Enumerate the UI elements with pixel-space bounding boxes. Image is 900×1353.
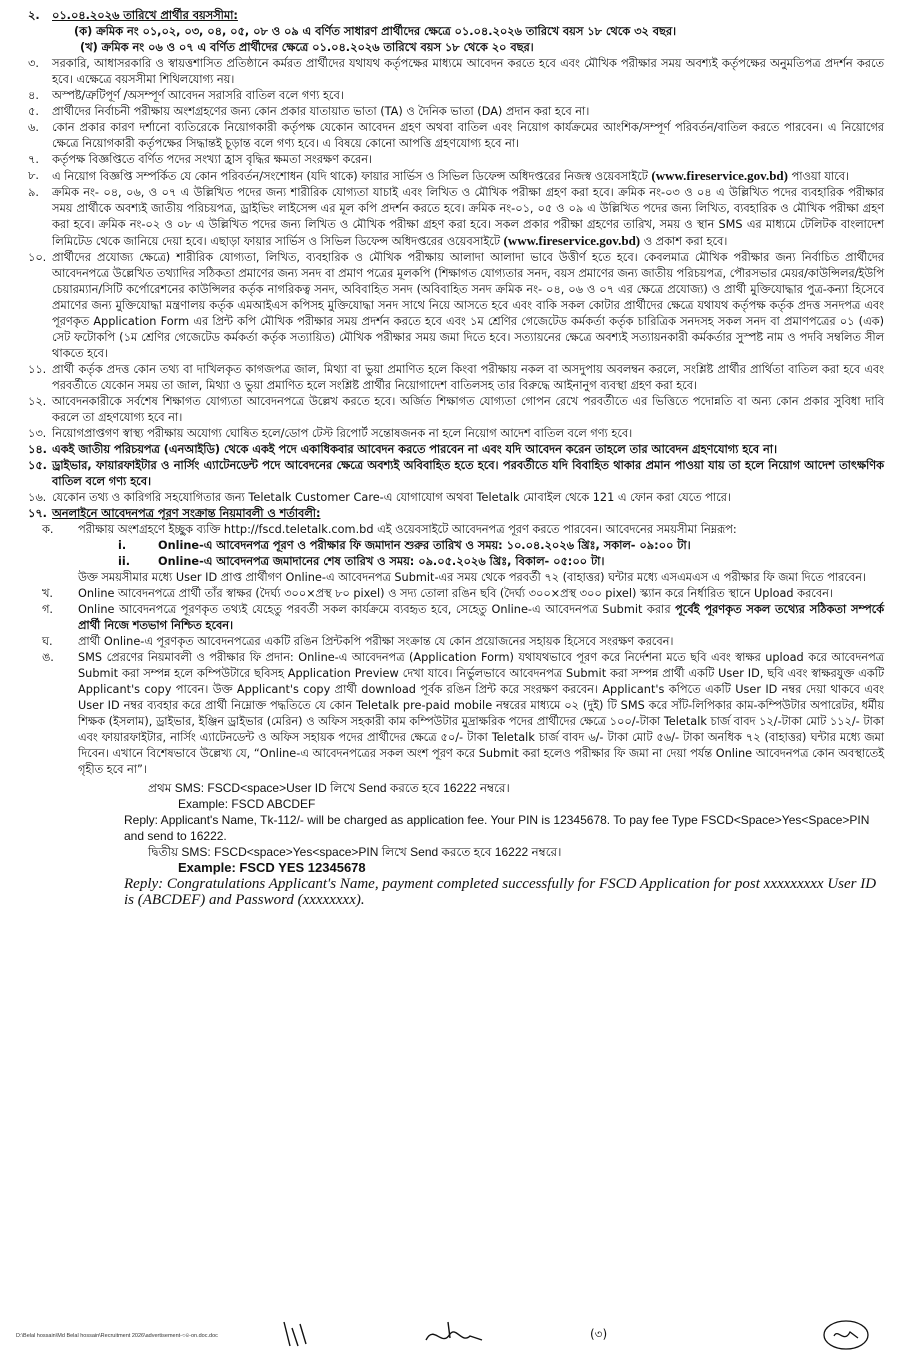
clause-number: ৬. bbox=[28, 121, 39, 134]
clause-14 bbox=[18, 442, 884, 458]
clause-text: নিয়োগপ্রাপ্তগণ স্বাস্থ্য পরীক্ষায় অযোগ্য ঘোষিত হলে/ডোপ টেস্ট রিপোর্ট সন্তোষজনক না হলে নিয়োগ আদেশ বাতিল বলে গণ্য হবে। bbox=[52, 427, 633, 440]
sub-key: খ. bbox=[42, 587, 54, 600]
clause-9-text: ক্রমিক নং- ০৪, ০৬, ও ০৭ এ উল্লিখিত পদের জন্য শারীরিক যোগ্যতা যাচাই এবং লিখিত ও মৌখিক পরীক্ষা গ্রহণ করা হবে। ক্রমিক নং-০৩ ও ০৪ এ উল্লিখিত পদের ব্যবহারিক পরীক্ষার সময় প্রার্থীকে অবশ্যই জাতীয় পরিচয়পত্র, ড্রাইভিং লাইসেন্স এর মূল কপি প্রদর্শন করতে হবে। ক্রমিক নং-০১, ০৫ ও ০৯ এ উল্লিখিত পদের জন্য লিখিত, ব্যবহারিক ও মৌখিক পরীক্ষা গ্রহণ করা হবে। ক্রমিক নং-০২ ও ০৮ এ উল্লিখিত পদের জন্য লিখিত ও মৌখিক পরীক্ষা গ্রহণ করা হবে। সকল প্রকার পরীক্ষা গ্রহণের তারিখ, সময় ও স্থান SMS এর মাধ্যমে টেলিটক বাংলাদেশ লিমিটেড থেকে জানিয়ে দেয়া হবে। এছাড়া ফায়ার সার্ভিস ও সিভিল ডিফেন্স অধিদপ্তরের ওয়েবসাইটে bbox=[52, 186, 884, 248]
sub-text: Online-এ আবেদনপত্র জমাদানের শেষ তারিখ ও সময়: ০৯.০৫.২০২৬ খ্রিঃ, বিকাল- ০৫:০০ টা। bbox=[158, 555, 605, 568]
clause-text: আবেদনকারীকে সর্বশেষ শিক্ষাগত যোগ্যতা আবেদনপত্রে উল্লেখ করতে হবে। অর্জিত শিক্ষাগত যোগ্যতা গোপন রেখে পরবর্তীতে এর ভিত্তিতে পদোন্নতি বা অন্য কোন প্রকার সুবিধা দাবি করলে তা গ্রহণযোগ্য হবে না। bbox=[52, 395, 884, 424]
sub-key: ক. bbox=[42, 523, 54, 536]
clause-number: ১৫. bbox=[28, 459, 47, 472]
clause-text bbox=[52, 185, 884, 250]
clause-heading: অনলাইনে আবেদনপত্র পূরণ সংক্রান্ত নিয়মাবলী ও শর্তাবলী: bbox=[52, 507, 321, 520]
clause-number: ১৩. bbox=[28, 427, 47, 440]
clause-number: ৮. bbox=[28, 169, 39, 182]
online-ka-after bbox=[18, 570, 884, 586]
clause-4 bbox=[18, 88, 884, 104]
clause-number: ১১. bbox=[28, 363, 47, 376]
clause-text: সরকারি, আধাসরকারি ও স্বায়ত্তশাসিত প্রতিষ্ঠানে কর্মরত প্রার্থীদের যথাযথ কর্তৃপক্ষের মাধ্যমে আবেদন করতে হবে এবং মৌখিক পরীক্ষার সময় অবশ্যই কর্তৃপক্ষের অনুমতিপত্র প্রদর্শন করতে হবে। এক্ষেত্রে বয়সসীমা শিথিলযোগ্য নয়। bbox=[52, 57, 884, 86]
second-sms: দ্বিতীয় SMS: FSCD<space>Yes<space>PIN লিখে Send করতে হবে 16222 নম্বরে। bbox=[148, 845, 562, 859]
sms-example-1: Example: FSCD ABCDEF bbox=[178, 797, 316, 811]
clause-10 bbox=[18, 250, 884, 362]
first-sms: প্রথম SMS: FSCD<space>User ID লিখে Send করতে হবে 16222 নম্বরে। bbox=[148, 781, 510, 795]
clause-number: ৭. bbox=[28, 153, 39, 166]
sub-key: ii. bbox=[118, 555, 131, 568]
sub-text: Online-এ আবেদনপত্র পূরণ ও পরীক্ষার ফি জমাদান শুরুর তারিখ ও সময়: ১০.০৪.২০২৬ খ্রিঃ, সকাল- ০৯:০০ টা। bbox=[158, 539, 691, 552]
clause-17 bbox=[18, 506, 884, 522]
clause-number: ১৬. bbox=[28, 491, 47, 504]
sub-key: গ. bbox=[42, 603, 53, 616]
clause-number: ১৪. bbox=[28, 443, 47, 456]
clause-text: প্রার্থী কর্তৃক প্রদত্ত কোন তথ্য বা দাখিলকৃত কাগজপত্র জাল, মিথ্যা বা ভুয়া প্রমাণিত হলে কিংবা পরীক্ষায় নকল বা অসদুপায় অবলম্বন করলে, সংশ্লিষ্ট প্রার্থীর প্রার্থিতা বাতিল করা হবে এবং পরবর্তীতে যেকোন সময় তা জাল, মিথ্যা ও ভুয়া প্রমাণিত হলে সংশ্লিষ্ট প্রার্থীর নিয়োগাদেশ বাতিলসহ তার বিরুদ্ধে আইনানুগ ব্যবস্থা গ্রহণ করা হবে। bbox=[52, 363, 884, 392]
clause-5 bbox=[18, 104, 884, 120]
clause-number: ৫. bbox=[28, 105, 39, 118]
clause-text: কোন প্রকার কারণ দর্শানো ব্যতিরেকে নিয়োগকারী কর্তৃপক্ষ যেকোন আবেদন গ্রহণ অথবা বাতিল এবং নিয়োগ কার্যক্রমের আংশিক/সম্পূর্ণ পরিবর্তন/বাতিল করতে পারবেন। এ নিয়োগের ক্ষেত্রে নিয়োগকারী কর্তৃপক্ষের সিদ্ধান্তই চূড়ান্ত বলে গণ্য হবে। এ বিষয়ে কোনো আপত্তি গ্রহণযোগ্য হবে না। bbox=[52, 121, 884, 150]
page-number: (৩) bbox=[590, 1327, 608, 1341]
online-kha bbox=[18, 586, 884, 602]
clause-text: অস্পষ্ট/ত্রুটিপূর্ণ /অসম্পূর্ণ আবেদন সরাসরি বাতিল বলে গণ্য হবে। bbox=[52, 89, 344, 102]
footer bbox=[0, 1318, 900, 1353]
online-start-date bbox=[18, 538, 884, 554]
initial-signature-1 bbox=[278, 1318, 318, 1350]
sms-example-2: Example: FSCD YES 12345678 bbox=[178, 860, 366, 875]
clause-text: প্রার্থীদের প্রযোজ্য ক্ষেত্রে) শারীরিক যোগ্যতা, লিখিত, ব্যবহারিক ও মৌখিক পরীক্ষায় আলাদা আলাদা ভাবে উত্তীর্ণ হতে হবে। কেবলমাত্র মৌখিক পরীক্ষার জন্য নির্বাচিত প্রার্থীদের আবেদনপত্রে উল্লেখিত তথ্যাদির সঠিকতা প্রমাণের জন্য সনদ বা প্রমাণ পত্রের মূলকপি (শিক্ষাগত যোগ্যতার সনদ, বয়স প্রমাণের জন্য জাতীয় পরিচয়পত্র, পৌরসভার মেয়র/কাউন্সিলর/ইউপি চেয়ারম্যান/সিটি কর্পোরেশনের কাউন্সিলর কর্তৃক নাগরিকত্ব সনদ, অবিবাহিত সনদ (অবিবাহিত সনদ ক্রমিক নং- ০৪, ০৬ ও ০৭ এর ক্ষেত্রে প্রযোজ্য) ও প্রার্থী মুক্তিযোদ্ধার পুত্র-কন্যা হিসেবে প্রমাণের জন্য মুক্তিযোদ্ধা মন্ত্রণালয় কর্তৃক এমআইএস কপিসহ মুক্তিযোদ্ধা সনদ সাথে নিয়ে আসতে হবে এবং বাকি সকল কোটার প্রার্থীদের ক্ষেত্রে যথাযথ কর্তৃপক্ষ কর্তৃক প্রদত্ত সনদপত্র এবং পূরণকৃত Application Form এর প্রিন্ট কপি মৌখিক পরীক্ষার সময় প্রদর্শন করতে হবে এবং ১ম শ্রেণির গেজেটেড কর্মকর্তা কর্তৃক চারিত্রিক সনদসহ সকল সনদ বা প্রমাণপত্রের ০১ (এক) সেট ফটোকপি (১ম শ্রেণির গেজেটেড কর্মকর্তা কর্তৃক সত্যায়িত) মৌখিক পরীক্ষার সময় জমা দিতে হবে। সত্যায়নের ক্ষেত্রে অবশ্যই সত্যায়নকারী কর্মকর্তার সুস্পষ্ট নাম ও পদবি সম্বলিত সীল থাকতে হবে। bbox=[52, 251, 884, 360]
clause-text: ড্রাইভার, ফায়ারফাইটার ও নার্সিং এ্যাটেনডেন্ট পদে আবেদনের ক্ষেত্রে অবশ্যই অবিবাহিত হতে হবে। পরবর্তীতে যদি বিবাহিত থাকার প্রমান পাওয়া যায় তা হলে নিয়োগ আদেশ তাৎক্ষণিক বাতিল বলে গণ্য হবে। bbox=[52, 459, 884, 488]
clause-9 bbox=[18, 185, 884, 250]
website-link[interactable]: (www.fireservice.gov.bd) bbox=[503, 233, 641, 248]
clause-6 bbox=[18, 120, 884, 152]
clause-text: একই জাতীয় পরিচয়পত্র (এনআইডি) থেকে একই পদে একাধিকবার আবেদন করতে পারবেন না এবং যদি আবেদন করেন তাহলে তার আবেদন গ্রহণযোগ্য হবে না। bbox=[52, 443, 778, 456]
clause-text: প্রার্থীদের নির্বাচনী পরীক্ষায় অংশগ্রহণের জন্য কোন প্রকার যাতায়াত ভাতা (TA) ও দৈনিক ভাতা (DA) প্রদান করা হবে না। bbox=[52, 105, 590, 118]
clause-3 bbox=[18, 56, 884, 88]
sub-text: Online আবেদনপত্রে পূরণকৃত তথ্যই যেহেতু পরবর্তী সকল কার্যক্রমে ব্যবহৃত হবে, সেহেতু Online-এ আবেদনপত্র Submit করার bbox=[78, 603, 671, 616]
clause-2 bbox=[18, 8, 884, 24]
clause-text: যেকোন তথ্য ও কারিগরি সহযোগিতার জন্য Teletalk Customer Care-এ যোগাযোগ অথবা Teletalk মোবাইল থেকে 121 এ ফোন করা যেতে পারে। bbox=[52, 491, 731, 504]
online-end-date bbox=[18, 554, 884, 570]
sub-text: উক্ত সময়সীমার মধ্যে User ID প্রাপ্ত প্রার্থীগণ Online-এ আবেদনপত্র Submit-এর সময় থেকে পরবর্তী ৭২ (বাহাত্তর) ঘন্টার মধ্যে এসএমএস এ পরীক্ষার ফি জমা দিতে পারবেন। bbox=[78, 571, 866, 584]
sub-key: ঘ. bbox=[42, 635, 53, 648]
age-limit-ka: (ক) ক্রমিক নং ০১,০২, ০৩, ০৪, ০৫, ০৮ ও ০৯ এ বর্ণিত সাধারণ প্রার্থীদের ক্ষেত্রে ০১.০৪.২০২৬ তারিখে বয়স ১৮ থেকে ৩২ বছর। bbox=[74, 25, 677, 38]
clause-number: ১০. bbox=[28, 251, 47, 264]
clause-number: ১৭. bbox=[28, 507, 47, 520]
clause-text: ০১.০৪.২০২৬ তারিখে প্রার্থীর বয়সসীমা: bbox=[52, 9, 238, 22]
sub-text: Online আবেদনপত্রে প্রার্থী তাঁর স্বাক্ষর (দৈর্ঘ্য ৩০০×প্রস্থ ৮০ pixel) ও সদ্য তোলা রঙিন ছবি (দৈর্ঘ্য ৩০০×প্রস্থ ৩০০ pixel) স্ক্যান করে নির্ধারিত স্থানে Upload করবেন। bbox=[78, 587, 833, 600]
sub-text: প্রার্থী Online-এ পূরণকৃত আবেদনপত্রের একটি রঙিন প্রিন্টকপি পরীক্ষা সংক্রান্ত যে কোন প্রয়োজনের সহায়ক হিসেবে সংরক্ষণ করবেন। bbox=[78, 635, 674, 648]
clause-text: কর্তৃপক্ষ বিজ্ঞপ্তিতে বর্ণিত পদের সংখ্যা হ্রাস বৃদ্ধির ক্ষমতা সংরক্ষণ করেন। bbox=[52, 153, 373, 166]
sub-key: i. bbox=[118, 539, 127, 552]
file-path: D:\Belal hossain\Md Belal hossain\Recruitment 2026\advertisement-৩৪-on.doc.doc bbox=[16, 1333, 218, 1339]
website-suffix: পাওয়া যাবে। bbox=[791, 170, 850, 183]
sub-text: SMS প্রেরণের নিয়মাবলী ও পরীক্ষার ফি প্রদান: Online-এ আবেদনপত্র (Application Form) যথাযথভাবে পূরণ করে নির্দেশনা মতে ছবি এবং স্বাক্ষর upload করে আবেদনপত্র Submit করা সম্পন্ন হলে কম্পিউটারে ছবিসহ Application Preview দেখা যাবে। নির্ভুলভাবে আবেদনপত্র Submit করা সম্পন্ন প্রার্থী একটি User ID, ছবি এবং স্বাক্ষরযুক্ত একটি Applicant's copy পাবেন। উক্ত Applicant's copy প্রার্থী download পূর্বক রঙিন প্রিন্ট করে সংরক্ষণ করবেন। Applicant's কপিতে একটি User ID নম্বর দেয়া থাকবে এবং User ID নম্বর ব্যবহার করে প্রার্থী নিম্নোক্ত পদ্ধতিতে যে কোন Teletalk pre-paid mobile নম্বরের মাধ্যমে ০২ (দুই) টি SMS করে সাঁট-লিপিকার কাম-কম্পিউটার অপারেটর, ধর্মীয় শিক্ষক (ইসলাম), ড্রাইভার, ইঞ্জিন ড্রাইভার (মেরিন) ও অফিস সহকারী কাম কম্পিউটার মুদ্রাক্ষরিক পদের প্রার্থীদের ক্ষেত্রে ১০০/-টাকা Teletalk চার্জ বাবদ ১২/-টাকা মোট ১১২/- টাকা এবং ফায়ারফাইটার, নার্সিং এ্যাটেনডেন্ট ও অফিস সহায়ক পদের প্রার্থীদের ক্ষেত্রে ৫০/- টাকা Teletalk চার্জ বাবদ ৬/- টাকা মোট ৫৬/- টাকা অনধিক ৭২ (বাহাত্তর) ঘন্টার মধ্যে জমা দিবেন। এখানে বিশেষভাবে উল্লেখ্য যে, “Online-এ আবেদনপত্রের সকল অংশ পূরণ করে Submit করা হলেও পরীক্ষার ফি জমা না দেয়া পর্যন্ত Online আবেদনপত্র কোন অবস্থাতেই গৃহীত হবে না”। bbox=[78, 651, 884, 776]
clause-8-text: এ নিয়োগ বিজ্ঞপ্তি সম্পর্কিত যে কোন পরিবর্তন/সংশোধন (যদি থাকে) ফায়ার সার্ভিস ও সিভিল ডিফেন্স অধিদপ্তরের নিজস্ব ওয়েবসাইটে bbox=[52, 170, 648, 183]
clause-8 bbox=[18, 168, 884, 185]
clause-number: ৪. bbox=[28, 89, 39, 102]
clause-12 bbox=[18, 394, 884, 426]
clause-number: ১২. bbox=[28, 395, 47, 408]
website-suffix: ও প্রকাশ করা হবে। bbox=[643, 235, 728, 248]
clause-number: ২. bbox=[28, 9, 40, 22]
website-link[interactable]: (www.fireservice.gov.bd) bbox=[651, 168, 788, 183]
sms-reply-2: Reply: Congratulations Applicant's Name, payment completed successfully for FSCD Application for post xxxxxxxxx User ID is (ABCDEF) and Password (xxxxxxxx). bbox=[124, 876, 877, 908]
sms-reply-1: Reply: Applicant's Name, Tk-112/- will be charged as application fee. Your PIN is 12345678. To pay fee Type FSCD<Space>Yes<Space>PIN and send to 16222. bbox=[124, 813, 870, 843]
clause-15 bbox=[18, 458, 884, 490]
clause-13 bbox=[18, 426, 884, 442]
sub-text: পরীক্ষায় অংশগ্রহণে ইচ্ছুক ব্যক্তি http://fscd.teletalk.com.bd এই ওয়েবসাইটে আবেদনপত্র পূরণ করতে পারবেন। আবেদনের সময়সীমা নিম্নরূপ: bbox=[78, 523, 737, 536]
online-gha bbox=[18, 634, 884, 650]
online-uma bbox=[18, 650, 884, 778]
age-limit-kha: (খ) ক্রমিক নং ০৬ ও ০৭ এ বর্ণিত প্রার্থীদের ক্ষেত্রে ০১.০৪.২০২৬ তারিখে বয়স ১৮ থেকে ২০ বছর। bbox=[80, 41, 534, 54]
clause-7 bbox=[18, 152, 884, 168]
online-ga bbox=[18, 602, 884, 634]
online-ka bbox=[18, 522, 884, 538]
sub-key: ঙ. bbox=[42, 651, 54, 664]
clause-number: ৩. bbox=[28, 57, 39, 70]
clause-text bbox=[52, 168, 884, 185]
clause-11 bbox=[18, 362, 884, 394]
clause-number: ৯. bbox=[28, 186, 39, 199]
sub-text-bold: পূর্বেই পূরণকৃত সকল তথ্যের সঠিকতা সম্পর্কে প্রার্থী নিজে শতভাগ নিশ্চিত হবেন। bbox=[78, 603, 885, 632]
initial-signature-3 bbox=[820, 1318, 876, 1352]
initial-signature-2 bbox=[420, 1318, 490, 1350]
clause-16 bbox=[18, 490, 884, 506]
